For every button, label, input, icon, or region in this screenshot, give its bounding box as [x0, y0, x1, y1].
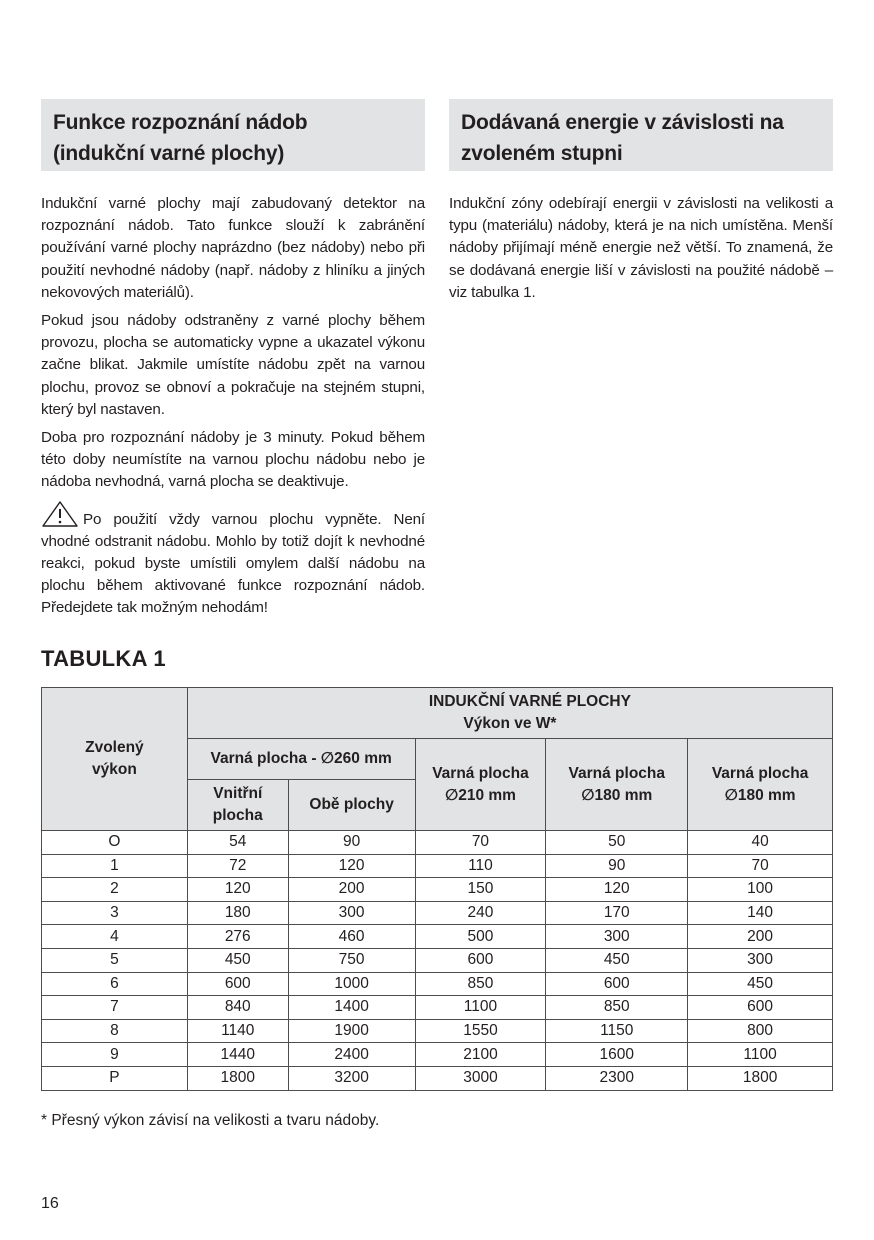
power-value-cell: 1140 — [187, 1019, 288, 1043]
table-row — [42, 996, 833, 1020]
paragraph: Indukční varné plochy mají zabudovaný detektor na rozpoznání nádob. Tato funkce slouží k zabránění používání varné plochy naprázdno (bez nádoby) nebo při použití nevhodné nádoby (např. nádoby z hliníku a jiných nekovových materiálů). — [41, 195, 425, 301]
section-body — [449, 193, 833, 304]
header-zone-180a: Varná plocha ∅180 mm — [546, 739, 688, 831]
header-zone-260-inner: Vnitřní plocha — [187, 780, 288, 831]
power-value-cell: 600 — [187, 972, 288, 996]
power-value-cell: 1800 — [187, 1066, 288, 1090]
power-value-cell: 54 — [187, 831, 288, 855]
table-row — [42, 901, 833, 925]
power-value-cell: 120 — [546, 878, 688, 902]
power-value-cell: 800 — [688, 1019, 833, 1043]
power-value-cell: 200 — [288, 878, 415, 902]
table-row — [42, 972, 833, 996]
power-value-cell: 110 — [415, 854, 546, 878]
power-value-cell: 150 — [415, 878, 546, 902]
heading-line: zvoleném stupni — [461, 142, 623, 165]
power-value-cell: 300 — [288, 901, 415, 925]
power-value-cell: 450 — [688, 972, 833, 996]
power-value-cell: 120 — [187, 878, 288, 902]
power-level-cell: 7 — [42, 996, 188, 1020]
power-value-cell: 40 — [688, 831, 833, 855]
power-level-cell: 5 — [42, 948, 188, 972]
power-value-cell: 200 — [688, 925, 833, 949]
power-level-cell: 1 — [42, 854, 188, 878]
power-value-cell: 450 — [187, 948, 288, 972]
power-table — [41, 687, 833, 1091]
power-level-cell: 4 — [42, 925, 188, 949]
header-zone-210: Varná plocha ∅210 mm — [415, 739, 546, 831]
power-value-cell: 2300 — [546, 1066, 688, 1090]
page-number: 16 — [41, 1195, 59, 1212]
power-value-cell: 1550 — [415, 1019, 546, 1043]
power-value-cell: 1100 — [415, 996, 546, 1020]
power-value-cell: 240 — [415, 901, 546, 925]
heading-line: (indukční varné plochy) — [53, 142, 285, 165]
table-row — [42, 854, 833, 878]
power-value-cell: 450 — [546, 948, 688, 972]
power-value-cell: 70 — [688, 854, 833, 878]
paragraph: Pokud jsou nádoby odstraněny z varné plochy během provozu, plocha se automaticky vypne a ukazatel výkonu začne blikat. Jakmile umístíte nádobu zpět na varnou plochu, provoz se obnoví a pokračuje na stejném stupni, který byl nastaven. — [41, 312, 425, 418]
power-level-cell: 9 — [42, 1043, 188, 1067]
power-value-cell: 3000 — [415, 1066, 546, 1090]
power-value-cell: 1440 — [187, 1043, 288, 1067]
section-heading-energy — [449, 99, 833, 171]
table-row — [42, 1019, 833, 1043]
power-value-cell: 1150 — [546, 1019, 688, 1043]
power-value-cell: 850 — [415, 972, 546, 996]
warning-triangle-icon — [41, 500, 79, 528]
power-value-cell: 90 — [288, 831, 415, 855]
power-level-cell: 8 — [42, 1019, 188, 1043]
power-value-cell: 460 — [288, 925, 415, 949]
power-value-cell: 70 — [415, 831, 546, 855]
right-column — [449, 99, 833, 310]
power-value-cell: 840 — [187, 996, 288, 1020]
power-value-cell: 600 — [546, 972, 688, 996]
power-value-cell: 100 — [688, 878, 833, 902]
section-body — [41, 193, 425, 620]
power-value-cell: 1100 — [688, 1043, 833, 1067]
power-value-cell: 1000 — [288, 972, 415, 996]
table-body — [42, 831, 833, 1091]
header-zone-180b: Varná plocha ∅180 mm — [688, 739, 833, 831]
power-level-cell: 6 — [42, 972, 188, 996]
heading-line: Dodávaná energie v závislosti na — [461, 111, 784, 134]
footnote: * Přesný výkon závisí na velikosti a tvaru nádoby. — [41, 1112, 380, 1129]
group-title: INDUKČNÍ VARNÉ PLOCHY — [428, 693, 631, 710]
table-row — [42, 831, 833, 855]
power-value-cell: 2100 — [415, 1043, 546, 1067]
power-value-cell: 3200 — [288, 1066, 415, 1090]
table-row — [42, 1066, 833, 1090]
power-level-cell: 2 — [42, 878, 188, 902]
header-selected-power: Zvolený výkon — [42, 688, 188, 831]
power-value-cell: 1800 — [688, 1066, 833, 1090]
table-title: TABULKA 1 — [41, 646, 166, 671]
power-value-cell: 170 — [546, 901, 688, 925]
header-zone-260-both: Obě plochy — [288, 780, 415, 831]
header-zone-260: Varná plocha - ∅260 mm — [187, 739, 415, 780]
power-value-cell: 90 — [546, 854, 688, 878]
table-row — [42, 925, 833, 949]
power-value-cell: 750 — [288, 948, 415, 972]
header-induction-hobs — [187, 688, 832, 739]
power-value-cell: 300 — [546, 925, 688, 949]
heading-line: Funkce rozpoznání nádob — [53, 111, 308, 134]
power-value-cell: 300 — [688, 948, 833, 972]
power-value-cell: 50 — [546, 831, 688, 855]
power-value-cell: 180 — [187, 901, 288, 925]
paragraph: Doba pro rozpoznání nádoby je 3 minuty. Pokud během této doby neumístíte na varnou plochu nádobu nebo je nádoba nevhodná, varná plocha se deaktivuje. — [41, 429, 425, 491]
warning-paragraph — [41, 500, 425, 620]
table-row — [42, 878, 833, 902]
power-value-cell: 1600 — [546, 1043, 688, 1067]
power-level-cell: O — [42, 831, 188, 855]
power-value-cell: 1400 — [288, 996, 415, 1020]
table-row — [42, 1043, 833, 1067]
power-value-cell: 276 — [187, 925, 288, 949]
group-subtitle: Výkon ve W* — [463, 715, 557, 732]
power-value-cell: 600 — [688, 996, 833, 1020]
power-value-cell: 600 — [415, 948, 546, 972]
power-level-cell: 3 — [42, 901, 188, 925]
power-value-cell: 140 — [688, 901, 833, 925]
table-row — [42, 948, 833, 972]
paragraph: Indukční zóny odebírají energii v závislosti na velikosti a typu (materiálu) nádoby, která je na nich umístěna. Menší nádoby přijímají méně energie než větší. To znamená, že se dodávaná energie liší v závislosti na použité nádobě – viz tabulka 1. — [449, 195, 833, 301]
power-value-cell: 500 — [415, 925, 546, 949]
power-value-cell: 72 — [187, 854, 288, 878]
power-level-cell: P — [42, 1066, 188, 1090]
power-value-cell: 1900 — [288, 1019, 415, 1043]
left-column — [41, 99, 425, 626]
section-heading-pan-detection — [41, 99, 425, 171]
power-value-cell: 850 — [546, 996, 688, 1020]
power-value-cell: 120 — [288, 854, 415, 878]
warning-text: Po použití vždy varnou plochu vypněte. Není vhodné odstranit nádobu. Mohlo by totiž dojít k nevhodné reakci, pokud byste umístili omylem další nádobu na plochu během aktivované funkce rozpoznání nádob. Předejdete tak možným nehodám! — [41, 510, 425, 617]
power-value-cell: 2400 — [288, 1043, 415, 1067]
